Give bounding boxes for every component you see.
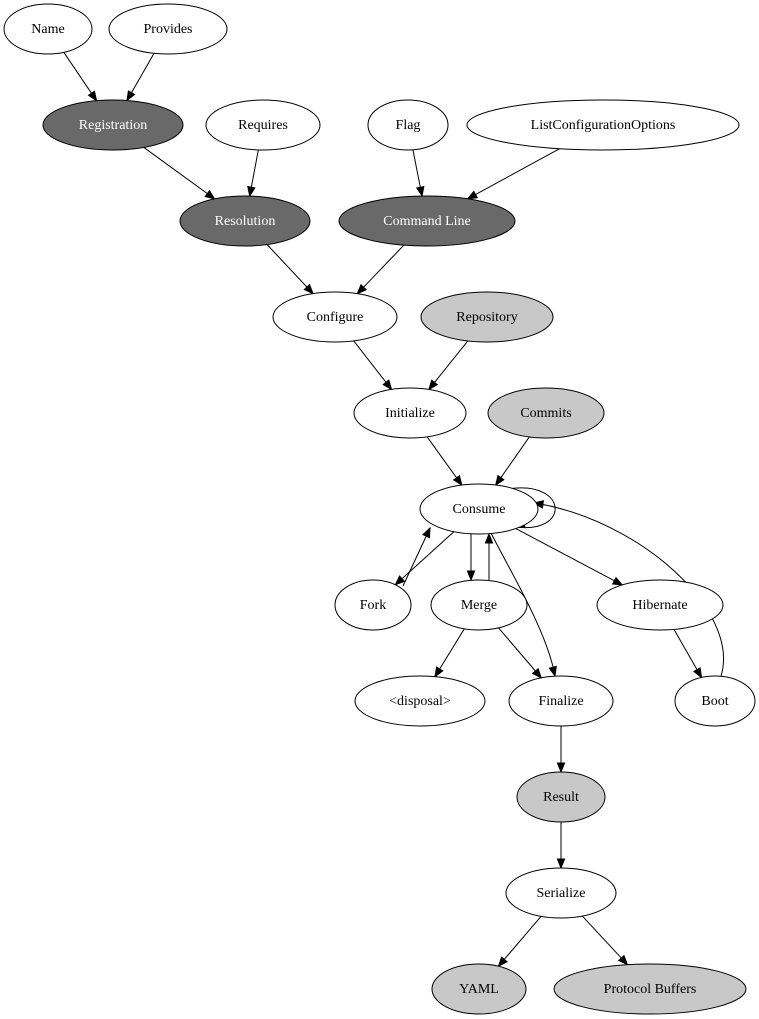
node-label-flag: Flag bbox=[395, 118, 421, 134]
node-serialize[interactable] bbox=[506, 868, 616, 918]
node-label-configure: Configure bbox=[306, 310, 364, 326]
node-label-hibernate: Hibernate bbox=[632, 598, 688, 614]
node-label-requires: Requires bbox=[238, 118, 288, 134]
edge-configure-to-initialize bbox=[354, 341, 392, 390]
nodes-layer bbox=[4, 4, 755, 1014]
node-label-name: Name bbox=[31, 22, 65, 38]
edge-hibernate-to-boot bbox=[674, 629, 702, 677]
edge-result-to-serialize bbox=[557, 822, 564, 868]
node-initialize[interactable] bbox=[354, 388, 466, 438]
node-yaml[interactable] bbox=[432, 964, 526, 1014]
node-name[interactable] bbox=[4, 4, 92, 54]
node-protocolbuffers[interactable] bbox=[554, 964, 746, 1014]
edges-layer bbox=[64, 52, 724, 966]
node-flag[interactable] bbox=[368, 100, 448, 150]
node-boot[interactable] bbox=[675, 676, 755, 726]
node-label-disposal: <disposal> bbox=[389, 694, 451, 710]
node-requires[interactable] bbox=[206, 100, 320, 150]
node-repository[interactable] bbox=[421, 292, 553, 342]
node-label-provides: Provides bbox=[143, 22, 193, 38]
node-label-fork: Fork bbox=[359, 598, 387, 614]
node-result[interactable] bbox=[517, 772, 605, 822]
node-label-boot: Boot bbox=[701, 694, 729, 710]
edge-registration-to-resolution bbox=[144, 147, 215, 198]
edge-name-to-registration bbox=[64, 52, 97, 100]
node-label-registration: Registration bbox=[78, 118, 148, 134]
node-finalize[interactable] bbox=[509, 676, 613, 726]
edge-resolution-to-configure bbox=[267, 245, 313, 294]
node-commandline[interactable] bbox=[339, 196, 515, 246]
node-label-result: Result bbox=[543, 790, 579, 806]
node-configure[interactable] bbox=[273, 292, 397, 342]
edge-repository-to-initialize bbox=[429, 341, 468, 390]
edge-serialize-to-yaml bbox=[498, 916, 541, 966]
edge-requires-to-resolution bbox=[248, 150, 259, 196]
edge-initialize-to-consume bbox=[427, 437, 462, 485]
edge-finalize-to-result bbox=[557, 726, 564, 772]
node-registration[interactable] bbox=[43, 100, 183, 150]
node-commits[interactable] bbox=[488, 388, 604, 438]
node-provides[interactable] bbox=[109, 4, 227, 54]
node-label-finalize: Finalize bbox=[538, 694, 584, 710]
node-label-consume: Consume bbox=[452, 502, 506, 518]
node-listconfigurationoptions[interactable] bbox=[467, 100, 739, 150]
node-label-resolution: Resolution bbox=[214, 214, 276, 230]
edge-commits-to-consume bbox=[496, 437, 530, 485]
edge-provides-to-registration bbox=[127, 53, 154, 100]
node-label-listconfigurationoptions: ListConfigurationOptions bbox=[530, 118, 676, 134]
node-merge[interactable] bbox=[431, 580, 527, 630]
edge-serialize-to-protocolbuffers bbox=[582, 916, 627, 965]
node-label-protocolbuffers: Protocol Buffers bbox=[603, 982, 697, 998]
node-disposal[interactable] bbox=[355, 676, 485, 726]
edge-listconfigurationoptions-to-commandline bbox=[468, 149, 560, 199]
node-label-initialize: Initialize bbox=[385, 406, 435, 422]
node-label-yaml: YAML bbox=[459, 982, 499, 998]
edge-merge-to-consume bbox=[485, 534, 492, 580]
node-hibernate[interactable] bbox=[597, 580, 723, 630]
node-label-serialize: Serialize bbox=[536, 886, 586, 902]
node-fork[interactable] bbox=[335, 580, 411, 630]
edge-merge-to-finalize bbox=[499, 628, 542, 678]
edge-merge-to-disposal bbox=[435, 629, 464, 677]
edge-flag-to-commandline bbox=[413, 150, 424, 196]
node-label-repository: Repository bbox=[456, 310, 518, 326]
edge-consume-to-merge bbox=[467, 534, 474, 580]
edge-consume-to-hibernate bbox=[516, 529, 622, 585]
node-resolution[interactable] bbox=[180, 196, 310, 246]
edge-commandline-to-configure bbox=[357, 245, 404, 294]
node-label-commits: Commits bbox=[520, 406, 572, 422]
node-label-merge: Merge bbox=[460, 598, 498, 614]
node-consume[interactable] bbox=[420, 484, 538, 534]
node-label-commandline: Command Line bbox=[383, 214, 471, 230]
